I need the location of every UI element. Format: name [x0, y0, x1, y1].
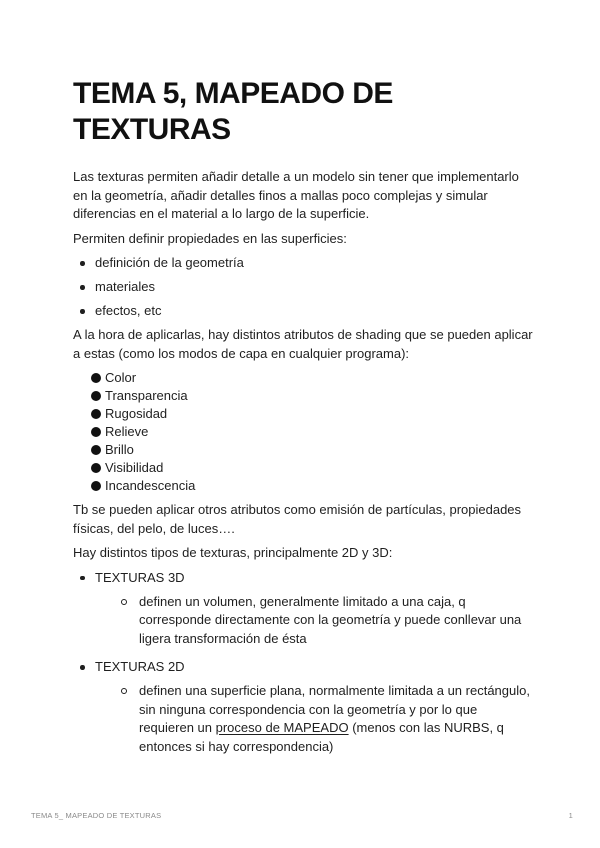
list-item: Rugosidad — [91, 405, 533, 423]
textures-3d-sublist — [95, 593, 533, 649]
shading-attributes-list — [91, 369, 533, 495]
list-item: definición de la geometría — [73, 254, 533, 272]
textures-3d-label: TEXTURAS 3D — [95, 569, 185, 585]
footer-page-number: 1 — [568, 811, 573, 820]
intro-paragraph: Las texturas permiten añadir detalle a un modelo sin tener que implementarlo en la geometría, añadir detalles finos a mallas poco complejas y simular diferencias en el material a lo largo de la superficie. — [73, 169, 519, 221]
list-item: Visibilidad — [91, 459, 533, 477]
mapeado-link[interactable]: proceso de MAPEADO — [215, 720, 349, 735]
list-item: Transparencia — [91, 387, 533, 405]
list-item-textures-2d — [73, 658, 533, 756]
properties-intro: Permiten definir propiedades en las superficies: — [73, 230, 347, 246]
types-intro: Hay distintos tipos de texturas, principalmente 2D y 3D: — [73, 545, 393, 560]
list-item: Color — [91, 369, 533, 387]
textures-3d-description: definen un volumen, generalmente limitado a una caja, q corresponde directamente con la geometría y puede conllevar una ligera transformación de ésta — [95, 593, 533, 649]
properties-list — [73, 254, 533, 320]
page-title: TEMA 5, MAPEADO DE TEXTURAS — [73, 77, 393, 146]
texture-types-list — [73, 569, 533, 757]
shading-intro: A la hora de aplicarlas, hay distintos atributos de shading que se pueden aplicar a estas (como los modos de capa en cualquier programa): — [73, 327, 533, 361]
list-item-textures-3d — [73, 569, 533, 649]
textures-2d-text: definen una superficie plana, normalmente limitada a un rectángulo, sin ninguna correspondencia con la geometría y por lo que requieren un — [139, 683, 530, 735]
list-item: Relieve — [91, 423, 533, 441]
textures-2d-label: TEXTURAS 2D — [95, 659, 185, 674]
footer-doc-name: TEMA 5_ MAPEADO DE TEXTURAS — [31, 811, 162, 820]
textures-2d-text-end: (menos con las NURBS, q entonces si hay correspondencia) — [139, 720, 504, 754]
list-item: Brillo — [91, 441, 533, 459]
textures-2d-sublist — [95, 682, 533, 756]
textures-2d-description — [95, 682, 533, 756]
page-footer — [31, 811, 573, 820]
document-page — [73, 76, 533, 766]
other-attributes-paragraph: Tb se pueden aplicar otros atributos como emisión de partículas, propiedades físicas, del pelo, de luces…. — [73, 502, 522, 536]
list-item: efectos, etc — [73, 302, 533, 320]
list-item: materiales — [73, 278, 533, 296]
list-item: Incandescencia — [91, 477, 533, 495]
